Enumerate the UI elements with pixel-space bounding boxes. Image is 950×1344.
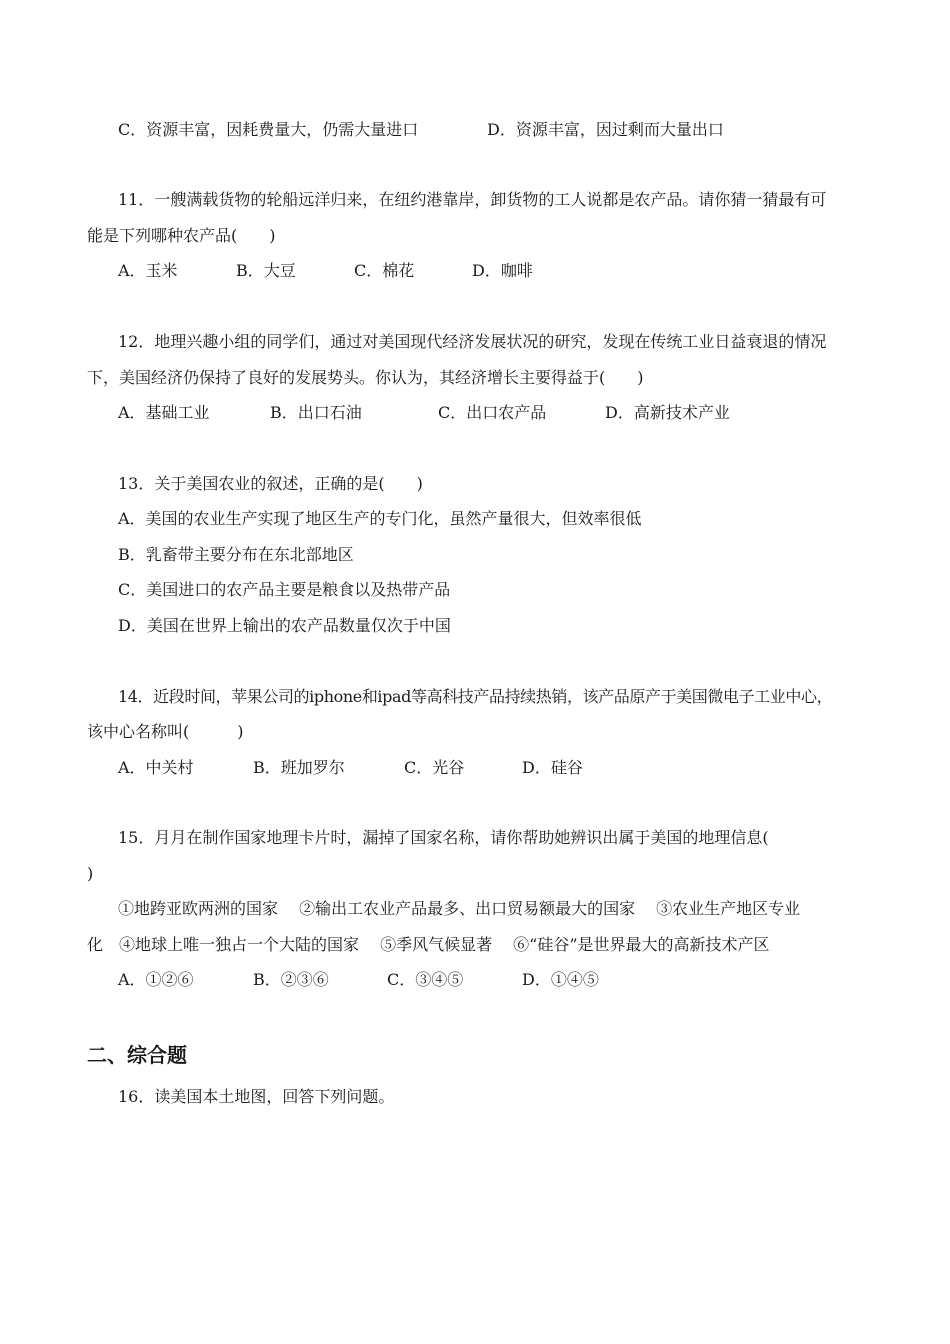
q14-option-b: B．班加罗尔 xyxy=(253,758,345,777)
q14-stem-line2: 该中心名称叫( ) xyxy=(87,722,244,741)
q15-option-a: A．①②⑥ xyxy=(118,970,194,989)
q12-stem-line2: 下，美国经济仍保持了良好的发展势头。你认为，其经济增长主要得益于( ) xyxy=(87,368,644,387)
q12-option-c: C．出口农产品 xyxy=(438,403,547,422)
q14-option-d: D．硅谷 xyxy=(522,758,583,777)
q13-option-a: A．美国的农业生产实现了地区生产的专门化，虽然产量很大，但效率很低 xyxy=(118,509,642,528)
q11-option-b: B．大豆 xyxy=(236,261,296,280)
q15-items-line2: 化 ④地球上唯一独占一个大陆的国家 ⑤季风气候显著 ⑥“硅谷”是世界最大的高新技术产区 xyxy=(87,935,770,954)
q15-items-line1: ①地跨亚欧两洲的国家 ②输出工农业产品最多、出口贸易额最大的国家 ③农业生产地区专业 xyxy=(118,899,801,918)
section-heading: 二、综合题 xyxy=(87,1043,187,1067)
q13-stem: 13．关于美国农业的叙述，正确的是( ) xyxy=(118,474,423,493)
q15-option-c: C．③④⑤ xyxy=(387,970,464,989)
q12-option-a: A．基础工业 xyxy=(118,403,210,422)
q14-stem-line1: 14．近段时间，苹果公司的iphone和ipad等高科技产品持续热销，该产品原产于美国微电子工业中心， xyxy=(118,687,833,706)
q15-option-b: B．②③⑥ xyxy=(253,970,329,989)
q11-option-c: C．棉花 xyxy=(354,261,415,280)
q16-stem: 16．读美国本土地图，回答下列问题。 xyxy=(118,1087,395,1106)
q15-option-d: D．①④⑤ xyxy=(522,970,599,989)
q13-option-d: D．美国在世界上输出的农产品数量仅次于中国 xyxy=(118,616,451,635)
q15-stem-line1: 15．月月在制作国家地理卡片时，漏掉了国家名称，请你帮助她辨识出属于美国的地理信息( xyxy=(118,828,769,847)
q12-option-d: D．高新技术产业 xyxy=(605,403,730,422)
q11-stem-line2: 能是下列哪种农产品( ) xyxy=(87,226,276,245)
q12-stem-line1: 12．地理兴趣小组的同学们，通过对美国现代经济发展状况的研究，发现在传统工业日益衰退的情况 xyxy=(118,332,827,351)
q11-stem-line1: 11．一艘满载货物的轮船远洋归来，在纽约港靠岸，卸货物的工人说都是农产品。请你猜一猜最有可 xyxy=(118,190,827,209)
q10-option-d: D．资源丰富，因过剩而大量出口 xyxy=(487,120,724,139)
q14-option-a: A．中关村 xyxy=(118,758,194,777)
q12-option-b: B．出口石油 xyxy=(270,403,362,422)
q14-option-c: C．光谷 xyxy=(404,758,465,777)
q10-option-c: C．资源丰富，因耗费量大，仍需大量进口 xyxy=(118,120,419,139)
q15-stem-line2: ) xyxy=(87,864,94,883)
q11-option-d: D．咖啡 xyxy=(472,261,533,280)
q11-option-a: A．玉米 xyxy=(118,261,178,280)
q13-option-b: B．乳畜带主要分布在东北部地区 xyxy=(118,545,354,564)
q13-option-c: C．美国进口的农产品主要是粮食以及热带产品 xyxy=(118,580,451,599)
